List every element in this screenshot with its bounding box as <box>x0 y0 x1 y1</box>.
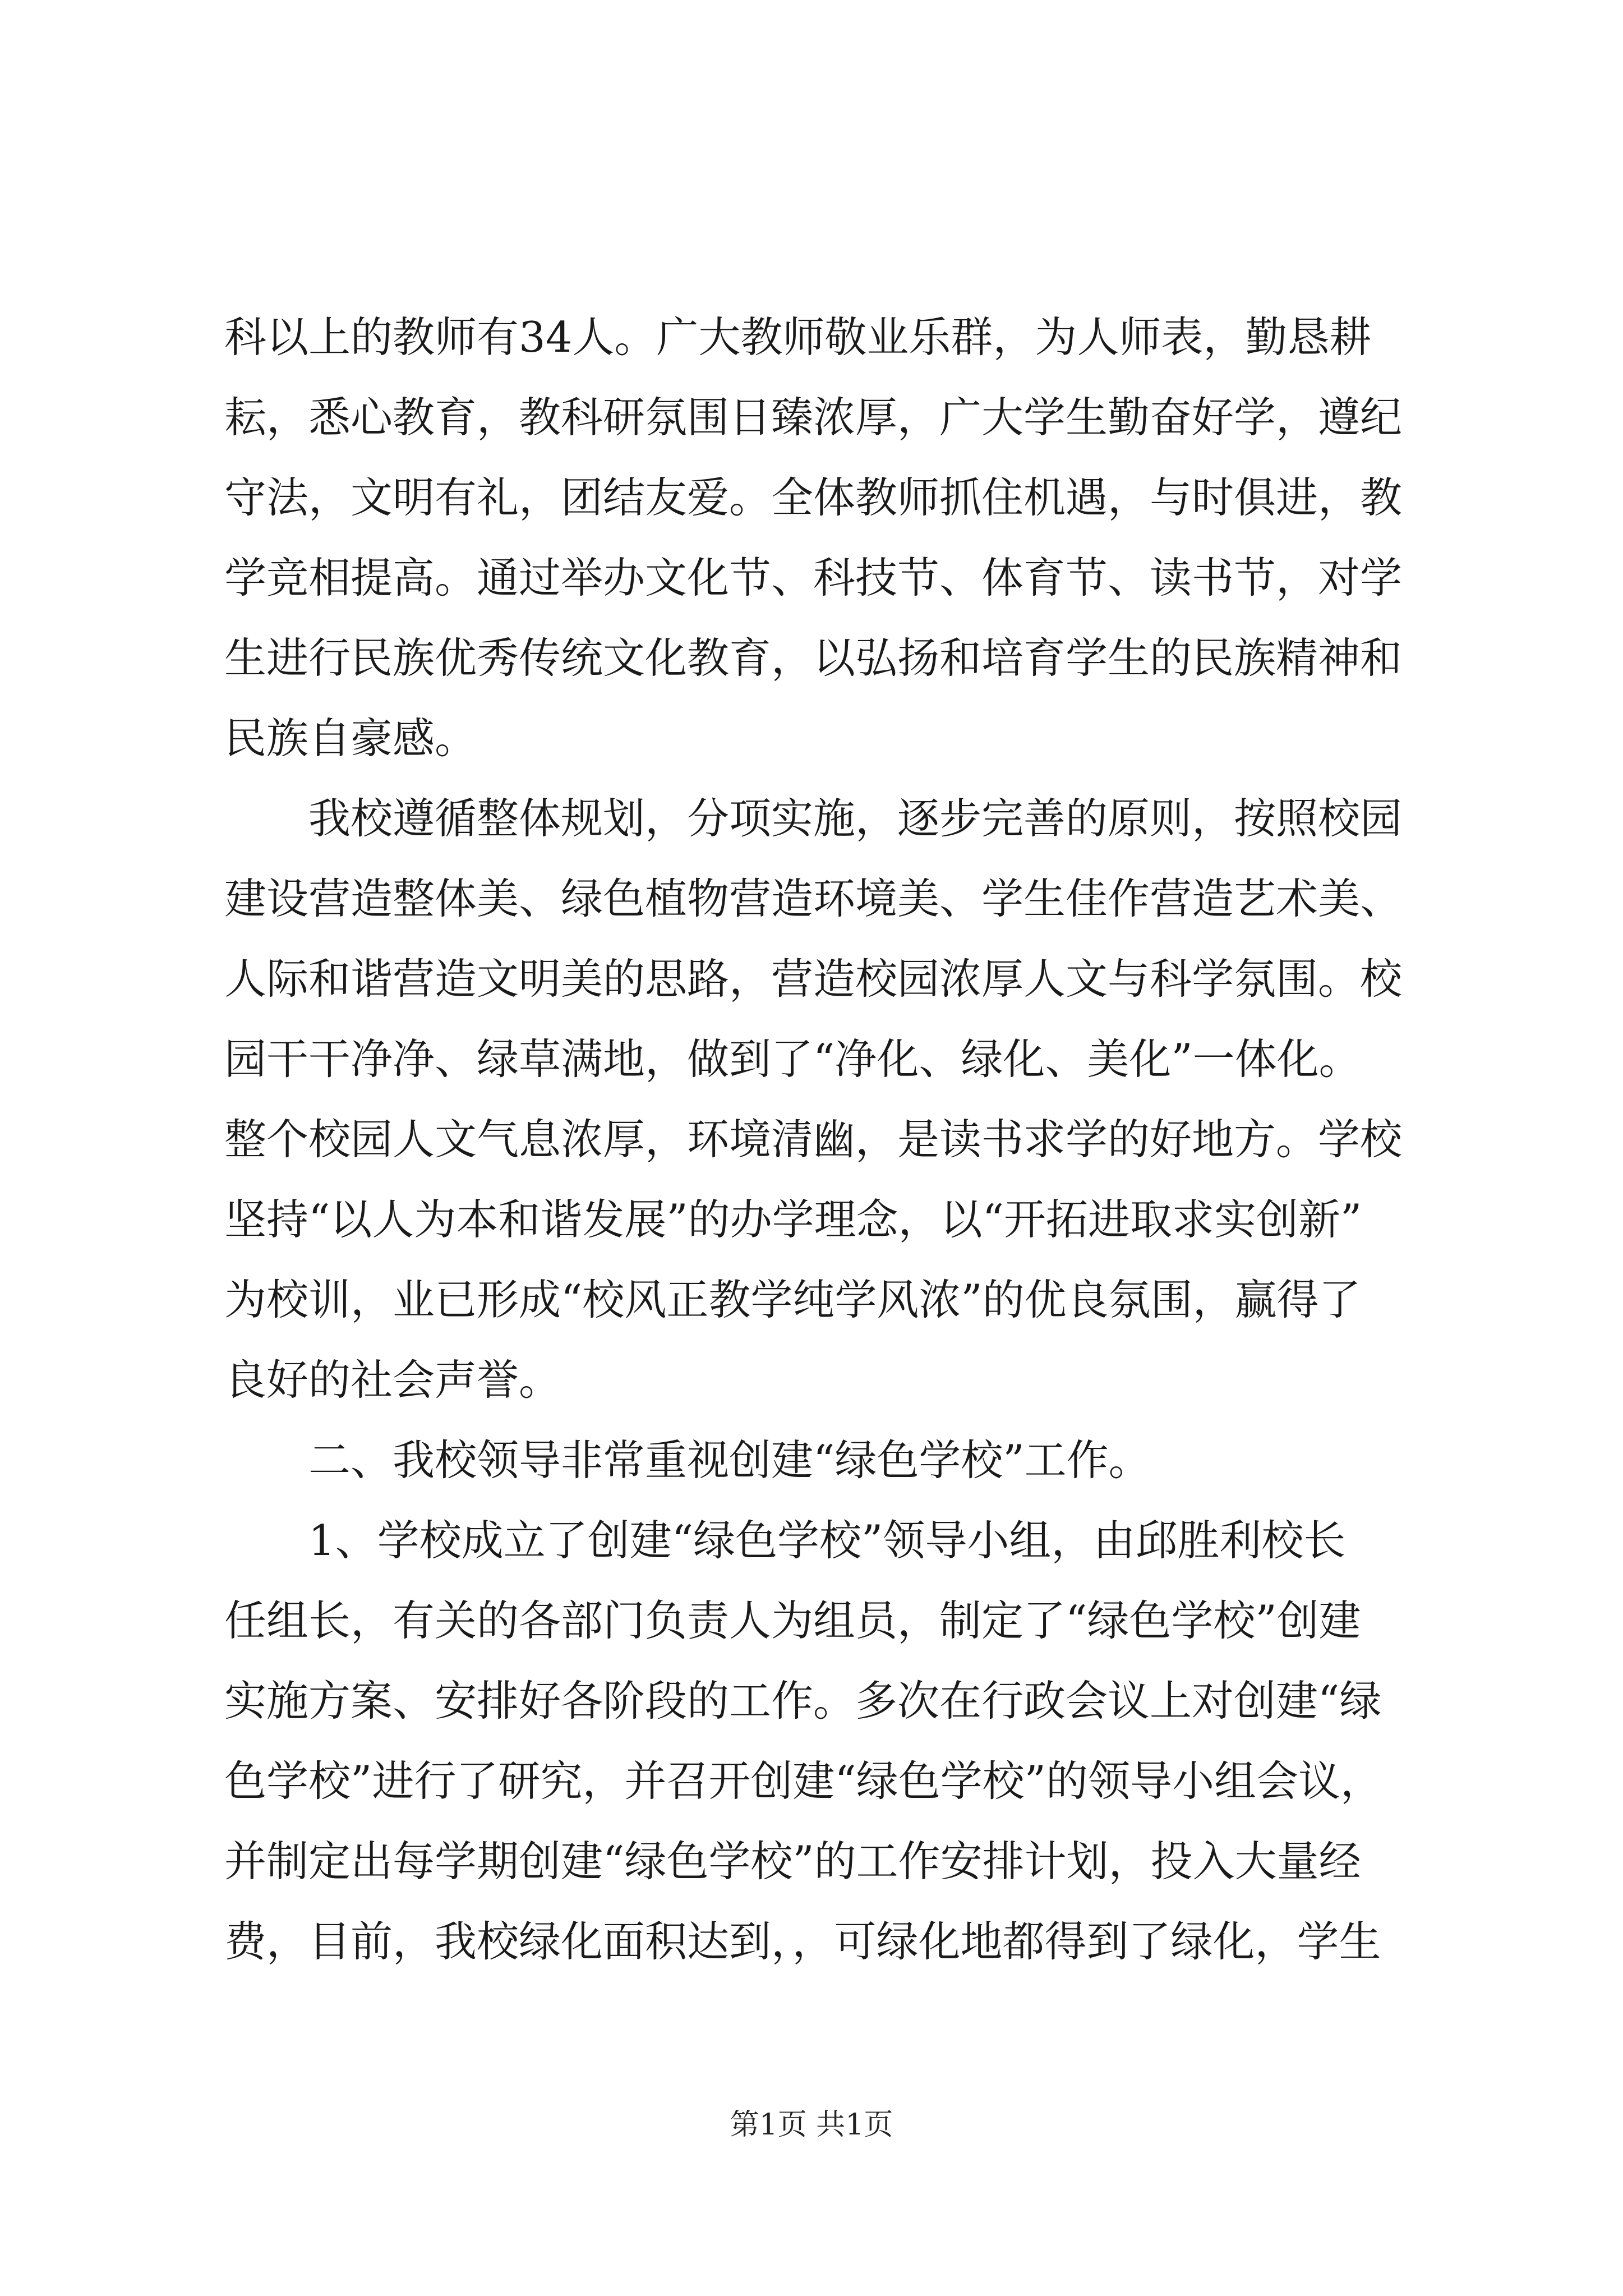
text-line: 耘，悉心教育，教科研氛围日臻浓厚，广大学生勤奋好学，遵纪 <box>224 393 1403 442</box>
text-line: 生进行民族优秀传统文化教育，以弘扬和培育学生的民族精神和 <box>224 633 1403 683</box>
text-line: 守法，文明有礼，团结友爱。全体教师抓住机遇，与时俱进，教 <box>224 473 1403 522</box>
text-line: 坚持“以人为本和谐发展”的办学理念，以“开拓进取求实创新” <box>224 1195 1362 1244</box>
text-line: 为校训，业已形成“校风正教学纯学风浓”的优良氛围，赢得了 <box>224 1275 1361 1324</box>
paragraph-first-line: 1、学校成立了创建“绿色学校”领导小组，由邱胜利校长 <box>308 1516 1346 1565</box>
text-line: 任组长，有关的各部门负责人为组员，制定了“绿色学校”创建 <box>224 1596 1361 1645</box>
document-body <box>224 297 1408 1982</box>
text-line: 实施方案、安排好各阶段的工作。多次在行政会议上对创建“绿 <box>224 1676 1382 1726</box>
text-line: 良好的社会声誉。 <box>224 1355 561 1405</box>
text-line: 民族自豪感。 <box>224 714 477 763</box>
text-line: 并制定出每学期创建“绿色学校”的工作安排计划，投入大量经 <box>224 1837 1361 1886</box>
section-heading: 二、我校领导非常重视创建“绿色学校”工作。 <box>308 1435 1151 1485</box>
text-line: 园干干净净、绿草满地，做到了“净化、绿化、美化”一体化。 <box>224 1034 1361 1084</box>
text-line: 人际和谐营造文明美的思路，营造校园浓厚人文与科学氛围。校 <box>224 954 1403 1004</box>
text-line: 色学校”进行了研究，并召开创建“绿色学校”的领导小组会议， <box>224 1756 1383 1806</box>
text-line: 科以上的教师有34人。广大教师敬业乐群，为人师表，勤恳耕 <box>224 312 1372 362</box>
page-number-footer: 第1页 共1页 <box>730 2108 893 2142</box>
text-line: 费，目前，我校绿化面积达到，，可绿化地都得到了绿化，学生 <box>224 1917 1381 1966</box>
text-line: 建设营造整体美、绿色植物营造环境美、学生佳作营造艺术美、 <box>224 874 1403 923</box>
text-line: 整个校园人文气息浓厚，环境清幽，是读书求学的好地方。学校 <box>224 1115 1403 1164</box>
paragraph-first-line: 我校遵循整体规划，分项实施，逐步完善的原则，按照校园 <box>308 794 1403 843</box>
text-line: 学竞相提高。通过举办文化节、科技节、体育节、读书节，对学 <box>224 553 1403 602</box>
